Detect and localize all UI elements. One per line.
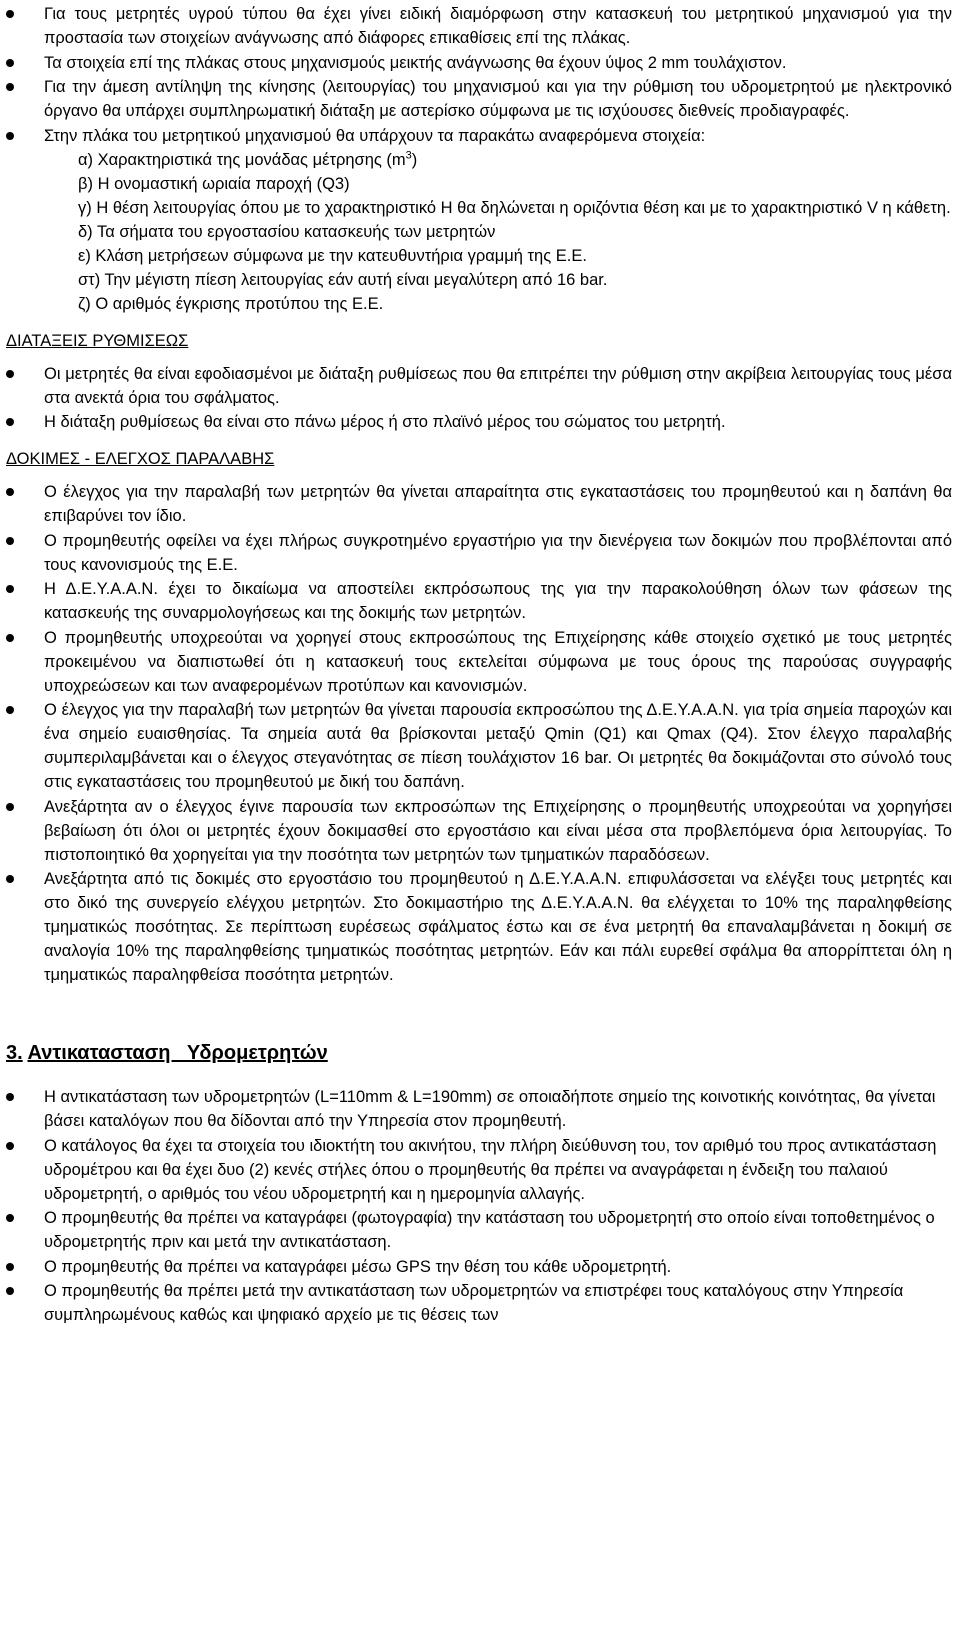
- list-item: Οι μετρητές θα είναι εφοδιασμένοι με διάταξη ρυθμίσεως που θα επιτρέπει την ρύθμιση στην ακρίβεια λειτουργίας τους μέσα στα ανεκτά όρια του σφάλματος.: [0, 362, 952, 410]
- bullet-icon: [6, 634, 14, 642]
- bullet-icon: [6, 1093, 14, 1101]
- bullet-icon: [6, 1287, 14, 1295]
- list-item: Ο έλεγχος για την παραλαβή των μετρητών θα γίνεται παρουσία εκπροσώπου της Δ.Ε.Υ.Α.Α.Ν. για τρία σημεία παροχών και ένα σημείο ευαισθησίας. Τα σημεία αυτά θα βρίσκονται μεταξύ Qmin (Q1) και Qmax (Q4). Στον έλεγχο παραλαβής συμπεριλαμβάνεται και ο έλεγχος στεγανότητας σε πίεση τουλάχιστον 16 bar. Οι μετρητές θα δοκιμάζονται στο σύνολό τους στις εγκαταστάσεις του προμηθευτού με δική του δαπάνη.: [0, 698, 952, 794]
- bullet-icon: [6, 1214, 14, 1222]
- tests-list: [0, 480, 952, 987]
- heading-settings: ΔΙΑΤΑΞΕΙΣ ΡΥΘΜΙΣΕΩΣ: [6, 331, 189, 350]
- list-item: Η Δ.Ε.Υ.Α.Α.Ν. έχει το δικαίωμα να αποστείλει εκπρόσωπους της για την παρακολούθηση όλων των φάσεων της κατασκευής της συναρμολογήσεως και της δοκιμής των μετρητών.: [0, 577, 952, 625]
- plate-item-a: α) Χαρακτηριστικά της μονάδας μέτρησης $(m^3)$: [78, 149, 418, 169]
- list-item: Ο προμηθευτής υποχρεούται να χορηγεί στους εκπροσώπους της Επιχείρησης κάθε στοιχείο σχετικό με τους μετρητές προκειμένου να διαπιστωθεί ότι η κατασκευή τους εκτελείται σύμφωνα με τους όρους της παρούσας συγγραφής υποχρεώσεων και των αναφερομένων προτύπων και κανονισμών.: [0, 626, 952, 698]
- plate-item-c: γ) Η θέση λειτουργίας όπου με το χαρακτηριστικό Η θα δηλώνεται η οριζόντια θέση και με το χαρακτηριστικό V η κάθετη.: [78, 198, 951, 217]
- document-page: [0, 2, 952, 1328]
- bullet-icon: [6, 585, 14, 593]
- bullet-icon: [6, 10, 14, 18]
- plate-item-b: β) Η ονομαστική ωριαία παροχή (Q3): [78, 174, 350, 193]
- list-item: Ο προμηθευτής θα πρέπει μετά την αντικατάσταση των υδρομετρητών να επιστρέφει τους καταλόγους στην Υπηρεσία συμπληρωμένους καθώς και ψηφιακό αρχείο με τις θέσεις των: [0, 1279, 952, 1327]
- bullet-icon: [6, 418, 14, 426]
- list-item: Ο έλεγχος για την παραλαβή των μετρητών θα γίνεται απαραίτητα στις εγκαταστάσεις του προμηθευτού και η δαπάνη θα επιβαρύνει τον ίδιο.: [0, 480, 952, 528]
- list-item: Για τους μετρητές υγρού τύπου θα έχει γίνει ειδική διαμόρφωση στην κατασκευή του μετρητικού μηχανισμού για την προστασία των στοιχείων ανάγνωσης από διάφορες επικαθίσεις επί της πλάκας.: [0, 2, 952, 50]
- list-item: Ο προμηθευτής θα πρέπει να καταγράφει μέσω GPS την θέση του κάθε υδρομετρητή.: [0, 1255, 952, 1279]
- section-3-list: [0, 1085, 952, 1327]
- bullet-icon: [6, 370, 14, 378]
- list-item: Ανεξάρτητα από τις δοκιμές στο εργοστάσιο του προμηθευτού η Δ.Ε.Υ.Α.Α.Ν. επιφυλάσσεται να ελέγξει τους μετρητές και στο δικό της συνεργείο ελέγχου μετρητών. Στο δοκιμαστήριο της Δ.Ε.Υ.Α.Α.Ν. θα ελέγχεται το 10% της παραληφθείσης τμηματικώς ποσότητας. Σε περίπτωση ευρέσεως σφάλματος έστω και σε ένα μετρητή θα επαναλαμβάνεται η δοκιμή σε αναλογία 10% της παραληφθείσης τμηματικώς ποσότητας μετρητών. Εάν και πάλι ευρεθεί σφάλμα θα απορρίπτεται όλη η τμηματικώς παραληφθείσα ποσότητα μετρητών.: [0, 867, 952, 987]
- bullet-icon: [6, 706, 14, 714]
- list-item: Ο προμηθευτής οφείλει να έχει πλήρως συγκροτημένο εργαστήριο για την διενέργεια των δοκιμών που προβλέπονται από τους κανονισμούς της Ε.Ε.: [0, 529, 952, 577]
- plate-item-z: ζ) Ο αριθμός έγκρισης προτύπου της Ε.Ε.: [78, 294, 384, 313]
- list-item: Στην πλάκα του μετρητικού μηχανισμού θα υπάρχουν τα παρακάτω αναφερόμενα στοιχεία: α) Χαρακτηριστικά της μονάδας μέτρησης $(m^3)$ β) Η ονομαστική ωριαία παροχή (Q3) γ) Η θέση λειτουργίας όπου με το χαρακτηριστικό Η θα δηλώνεται η οριζόντια θέση και με το χαρακτηριστικό V η κάθετη. δ) Τα σήματα του εργοστασίου κατασκευής των μετρητών ε) Κλάση μετρήσεων σύμφωνα με την κατευθυντήρια γραμμή της Ε.Ε. στ) Την μέγιστη πίεση λειτουργίας εάν αυτή είναι μεγαλύτερη από 16 bar. ζ) Ο αριθμός έγκρισης προτύπου της Ε.Ε.: [0, 124, 952, 316]
- heading-tests: ΔΟΚΙΜΕΣ - ΕΛΕΓΧΟΣ ΠΑΡΑΛΑΒΗΣ: [6, 450, 275, 468]
- bullet-icon: [6, 83, 14, 91]
- bullet-icon: [6, 803, 14, 811]
- bullet-icon: [6, 1263, 14, 1271]
- list-item: Η διάταξη ρυθμίσεως θα είναι στο πάνω μέρος ή στο πλαϊνό μέρος του σώματος του μετρητή.: [0, 410, 952, 434]
- list-item: Για την άμεση αντίληψη της κίνησης (λειτουργίας) του μηχανισμού και για την ρύθμιση του υδρομετρητού με ηλεκτρονικό όργανο θα υπάρχει συμπληρωματική διάταξη με αστερίσκο σύμφωνα με τις ισχύουσες διεθνείς προδιαγραφές.: [0, 75, 952, 123]
- plate-item-d: δ) Τα σήματα του εργοστασίου κατασκευής των μετρητών: [78, 222, 496, 241]
- settings-list: [0, 362, 952, 435]
- bullet-icon: [6, 875, 14, 883]
- list-item: Ο κατάλογος θα έχει τα στοιχεία του ιδιοκτήτη του ακινήτου, την πλήρη διεύθυνση του, τον αριθμό του προς αντικατάσταση υδρομέτρου και θα έχει δυο (2) κενές στήλες όπου ο προμηθευτής θα πρέπει να αναγράφεται η ένδειξη του παλαιού υδρομετρητή, ο αριθμός του νέου υδρομετρητή και η ημερομηνία αλλαγής.: [0, 1134, 952, 1206]
- bullet-icon: [6, 59, 14, 67]
- list-item: Ανεξάρτητα αν ο έλεγχος έγινε παρουσία των εκπροσώπων της Επιχείρησης ο προμηθευτής υποχρεούται να χορηγήσει βεβαίωση ότι όλοι οι μετρητές έχουν δοκιμασθεί στο εργοστάσιο και είναι μέσα στα προβλεπόμενα όρια λειτουργίας. Το πιστοποιητικό θα χορηγείται για την ποσότητα των μετρητών των τμηματικών παραδόσεων.: [0, 795, 952, 867]
- section-3-title: 3. Αντικατασταση Υδρομετρητών: [6, 1042, 328, 1064]
- bullet-icon: [6, 1142, 14, 1150]
- bullet-icon: [6, 537, 14, 545]
- plate-item-st: στ) Την μέγιστη πίεση λειτουργίας εάν αυτή είναι μεγαλύτερη από 16 bar.: [78, 270, 608, 289]
- spec-list: [0, 2, 952, 316]
- list-item: Τα στοιχεία επί της πλάκας στους μηχανισμούς μεικτής ανάγνωσης θα έχουν ύψος 2 mm τουλάχιστον.: [0, 51, 952, 75]
- list-item: Ο προμηθευτής θα πρέπει να καταγράφει (φωτογραφία) την κατάσταση του υδρομετρητή στο οποίο είναι τοποθετημένος ο υδρομετρητής πριν και μετά την αντικατάσταση.: [0, 1206, 952, 1254]
- bullet-icon: [6, 132, 14, 140]
- list-item: Η αντικατάσταση των υδρομετρητών (L=110mm & L=190mm) σε οποιαδήποτε σημείο της κοινοτικής κοινότητας, θα γίνεται βάσει καταλόγων που θα δίδονται από την Υπηρεσία στον προμηθευτή.: [0, 1085, 952, 1133]
- bullet-icon: [6, 488, 14, 496]
- plate-item-e: ε) Κλάση μετρήσεων σύμφωνα με την κατευθυντήρια γραμμή της Ε.Ε.: [78, 246, 587, 265]
